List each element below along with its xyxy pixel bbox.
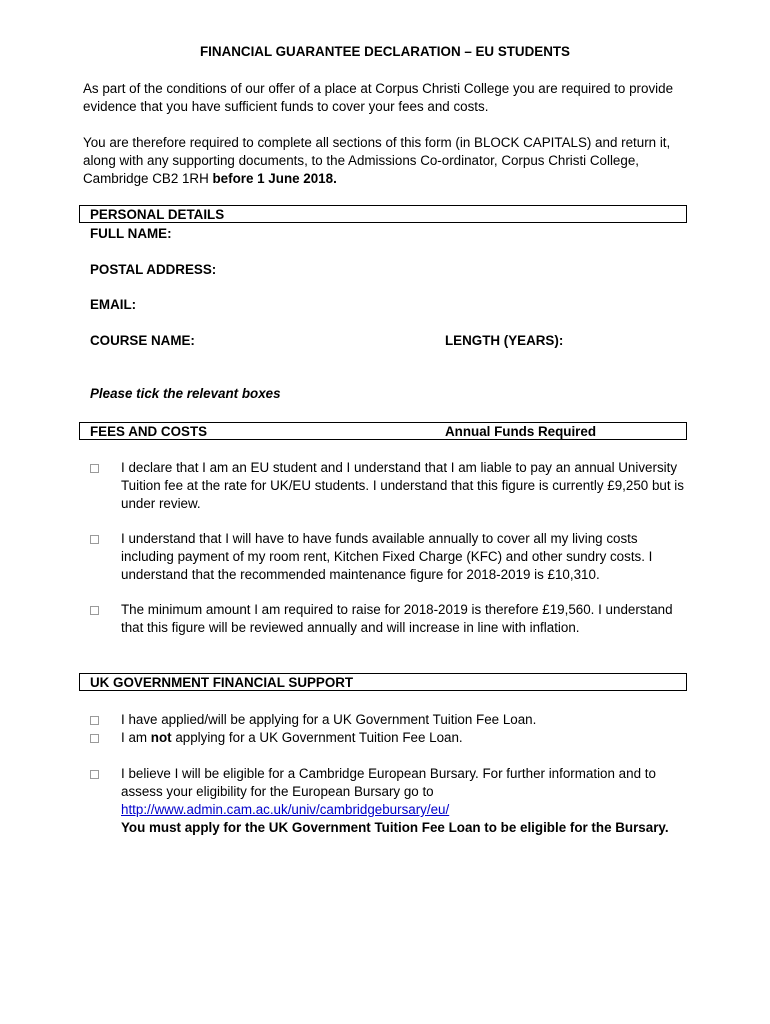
uk-item-2-post: applying for a UK Government Tuition Fee Loan. xyxy=(171,730,463,745)
uk-checkbox-2[interactable] xyxy=(90,734,99,743)
uk-item-1: I have applied/will be applying for a UK Government Tuition Fee Loan. xyxy=(121,712,537,727)
uk-checkbox-3[interactable] xyxy=(90,770,99,779)
uk-item-2 xyxy=(121,729,687,747)
fees-header: FEES AND COSTS xyxy=(90,424,208,439)
bursary-link[interactable]: http://www.admin.cam.ac.uk/univ/cambridgebursary/eu/ xyxy=(121,802,450,817)
uk-item-2-not: not xyxy=(150,730,172,745)
page-title: FINANCIAL GUARANTEE DECLARATION – EU STUDENTS xyxy=(200,44,570,59)
fee-checkbox-1[interactable] xyxy=(90,464,99,473)
full-name-label: FULL NAME: xyxy=(90,226,172,241)
bursary-note: You must apply for the UK Government Tuition Fee Loan to be eligible for the Bursary. xyxy=(121,820,669,835)
fee-checkbox-3[interactable] xyxy=(90,606,99,615)
bursary-text: I believe I will be eligible for a Cambridge European Bursary. For further information and to assess your eligibility for the European Bursary go to xyxy=(121,766,656,799)
course-name-label: COURSE NAME: xyxy=(90,333,195,348)
uk-support-header: UK GOVERNMENT FINANCIAL SUPPORT xyxy=(90,675,354,690)
personal-details-header: PERSONAL DETAILS xyxy=(90,207,225,222)
annual-funds-header: Annual Funds Required xyxy=(445,424,597,439)
uk-item-3 xyxy=(121,765,687,837)
fee-item-2: I understand that I will have to have funds available annually to cover all my living costs including payment of my room rent, Kitchen Fixed Charge (KFC) and other sundry costs. I understand that the recommended maintenance figure for 2018-2019 is £10,310. xyxy=(121,531,653,582)
uk-checkbox-1[interactable] xyxy=(90,716,99,725)
fee-checkbox-2[interactable] xyxy=(90,535,99,544)
length-years-label: LENGTH (YEARS): xyxy=(445,333,564,348)
email-label: EMAIL: xyxy=(90,297,137,312)
fee-item-1: I declare that I am an EU student and I understand that I am liable to pay an annual University Tuition fee at the rate for UK/EU students. I understand that this figure is currently £9,250 but is under review. xyxy=(121,460,684,511)
postal-address-label: POSTAL ADDRESS: xyxy=(90,262,217,277)
uk-item-2-pre: I am xyxy=(121,730,151,745)
intro-paragraph-1: As part of the conditions of our offer of a place at Corpus Christi College you are required to provide evidence that you have sufficient funds to cover your fees and costs. xyxy=(83,81,674,114)
deadline-text: before 1 June 2018. xyxy=(212,171,337,186)
tick-note: Please tick the relevant boxes xyxy=(90,386,281,401)
intro-paragraph-2 xyxy=(83,134,693,188)
fee-item-3: The minimum amount I am required to raise for 2018-2019 is therefore £19,560. I understand that this figure will be reviewed annually and will increase in line with inflation. xyxy=(121,602,673,635)
intro-paragraph-2-text: You are therefore required to complete all sections of this form (in BLOCK CAPITALS) and return it, along with any supporting documents, to the Admissions Co-ordinator, Corpus Christi College, Cambridge CB2 1RH xyxy=(83,135,671,186)
